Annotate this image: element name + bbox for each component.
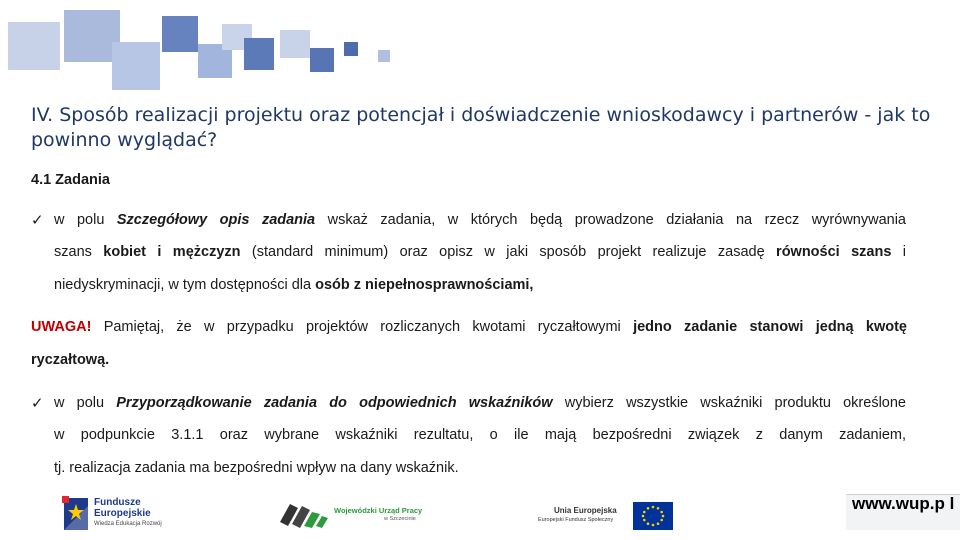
website-link[interactable]: www.wup.p l [846,494,960,530]
check-icon: ✓ [31,395,44,412]
square-decoration [162,16,198,52]
square-decoration [280,30,310,58]
warning-line1: UWAGA! Pamiętaj, że w przypadku projektów rozliczanych kwotami ryczałtowymi jedno zadanie stanowi jedną kwotę [31,319,907,335]
warning-label: UWAGA! [31,319,92,335]
bullet2-line2: w podpunkcie 3.1.1 oraz wybrane wskaźniki rezultatu, o ile mają bezpośredni związek z danym zadaniem, [54,427,906,443]
square-decoration [344,42,358,56]
bullet1-line1: w polu Szczegółowy opis zadania wskaż zadania, w których będą prowadzone działania na rzecz wyrównywania [54,212,906,228]
decorative-squares [0,0,400,95]
bullet1-line3: niedyskryminacji, w tym dostępności dla osób z niepełnosprawnościami, [54,277,534,293]
square-decoration [8,22,60,70]
square-decoration [378,50,390,62]
eu-flag-icon [633,502,673,530]
page-title: IV. Sposób realizacji projektu oraz potencjał i doświadczenie wnioskodawcy i partnerów - jak to powinno wyglądać? [31,104,931,151]
bullet1-line2: szans kobiet i mężczyzn (standard minimum) oraz opisz w jaki sposób projekt realizuje zasadę równości szans i [54,244,907,260]
bullet2-line3: tj. realizacja zadania ma bezpośredni wpływ na dany wskaźnik. [54,460,459,476]
square-decoration [310,48,334,72]
bullet2-line1: w polu Przyporządkowanie zadania do odpowiednich wskaźników wybierz wszystkie wskaźniki produktu określone [54,395,906,411]
fundusze-europejskie-logo: Fundusze Europejskie Wiedza Edukacja Rozwój [62,494,174,534]
square-decoration [112,42,160,90]
square-decoration [244,38,274,70]
warning-line2: ryczałtową. [31,352,110,368]
eu-logo: Unia Europejska Europejski Fundusz Społeczny [538,500,678,532]
wup-logo: Wojewódzki Urząd Pracy w Szczecinie [278,498,428,532]
check-icon: ✓ [31,212,44,229]
section-heading: 4.1 Zadania [31,172,110,188]
